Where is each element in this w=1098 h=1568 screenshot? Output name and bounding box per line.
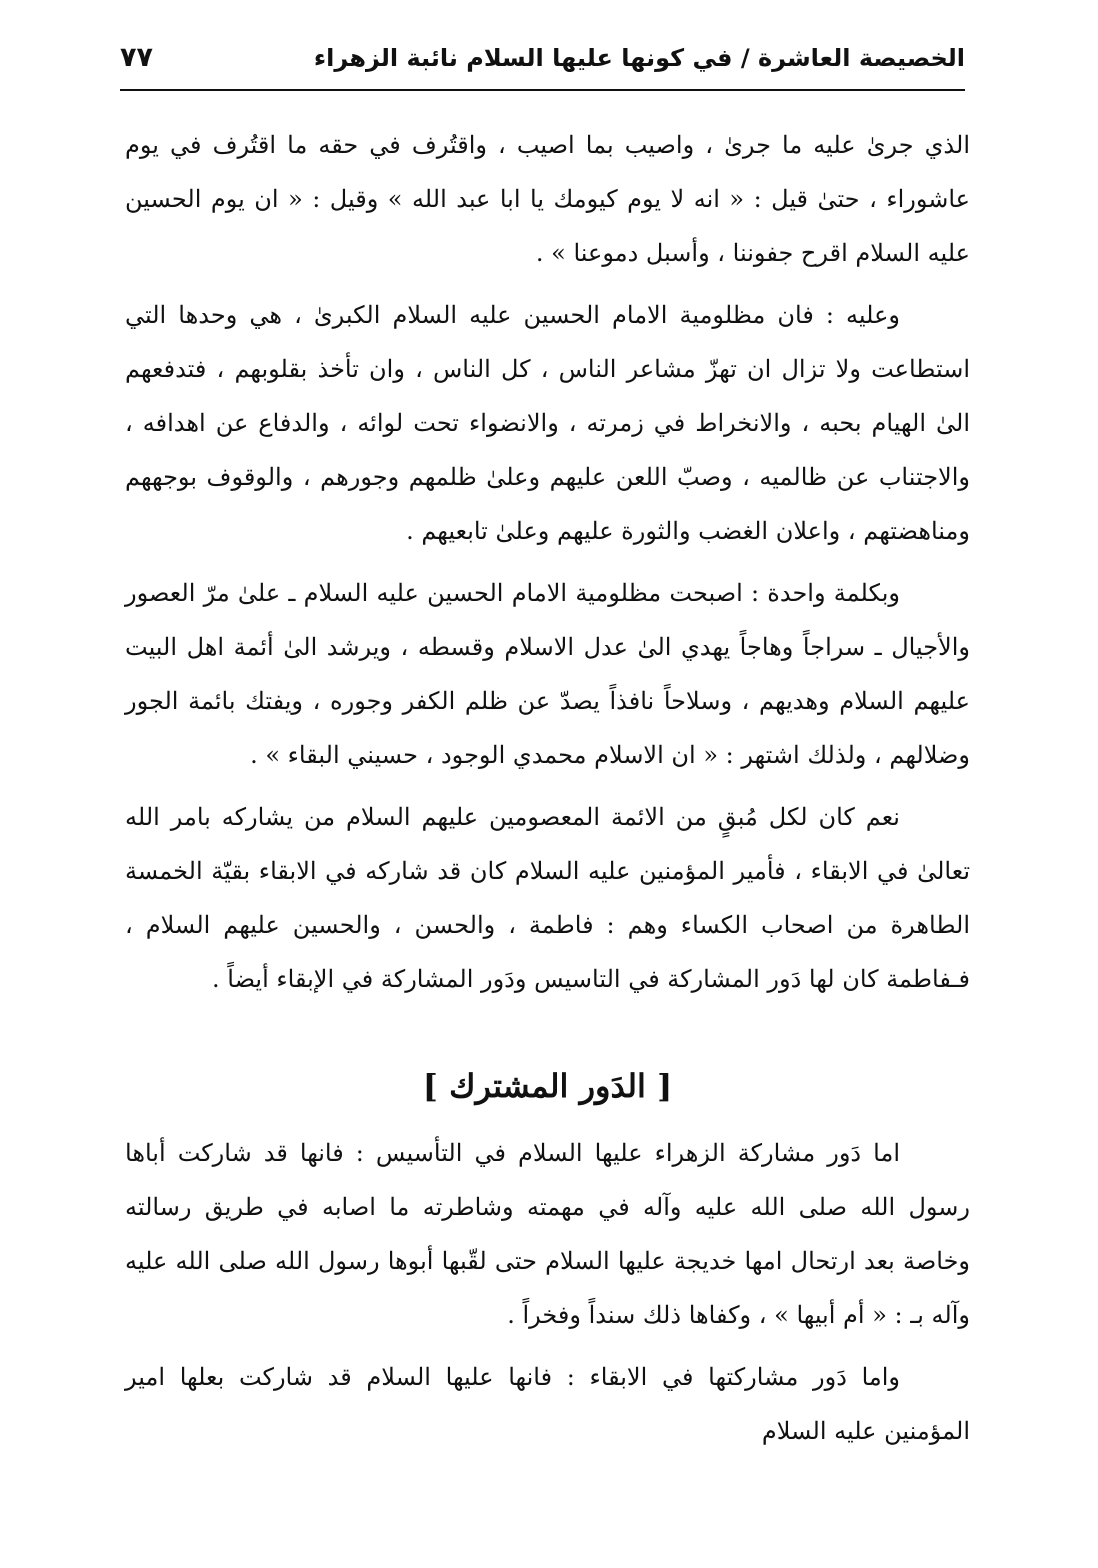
- running-header: [120, 40, 965, 88]
- paragraph: وعليه : فان مظلومية الامام الحسين عليه السلام الكبرىٰ ، هي وحدها التي استطاعت ولا تزال ان تهزّ مشاعر الناس ، كل الناس ، وان تأخذ بقلوبهم ، فتدفعهم الىٰ الهيام بحبه ، والانخراط في زمرته ، والانضواء تحت لوائه ، والدفاع عن اهدافه ، والاجتناب عن ظالميه ، وصبّ اللعن عليهم وعلىٰ ظلمهم وجورهم ، والوقوف بوجههم ومناهضتهم ، واعلان الغضب والثورة عليهم وعلىٰ تابعيهم .: [125, 301, 970, 545]
- header-divider: [120, 89, 965, 91]
- header-title: الخصيصة العاشرة / في كونها عليها السلام نائبة الزهراء: [313, 44, 965, 72]
- page-number: ٧٧: [120, 42, 153, 73]
- paragraph: اما دَور مشاركة الزهراء عليها السلام في التأسيس : فانها قد شاركت أباها رسول الله صلى الله عليه وآله في مهمته وشاطرته ما اصابه في طريق رسالته وخاصة بعد ارتحال امها خديجة عليها السلام حتى لقّبها أبوها رسول الله صلى الله عليه وآله بـ : « أم أبيها » ، وكفاها ذلك سنداً وفخراً .: [125, 1139, 970, 1329]
- paragraph: وبكلمة واحدة : اصبحت مظلومية الامام الحسين عليه السلام ـ علىٰ مرّ العصور والأجيال ـ سراجاً وهاجاً يهدي الىٰ عدل الاسلام وقسطه ، ويرشد الىٰ أئمة اهل البيت عليهم السلام وهديهم ، وسلاحاً نافذاً يصدّ عن ظلم الكفر وجوره ، ويفتك بائمة الجور وضلالهم ، ولذلك اشتهر : « ان الاسلام محمدي الوجود ، حسيني البقاء » .: [125, 579, 970, 769]
- paragraph: نعم كان لكل مُبقٍ من الائمة المعصومين عليهم السلام من يشاركه بامر الله تعالىٰ في الابقاء ، فأمير المؤمنين عليه السلام كان قد شاركه في الابقاء بقيّة الخمسة الطاهرة من اصحاب الكساء وهم : فاطمة ، والحسن ، والحسين عليهم السلام ، فـفاطمة كان لها دَور المشاركة في التاسيس ودَور المشاركة في الإبقاء أيضاً .: [125, 803, 970, 993]
- paragraph: واما دَور مشاركتها في الابقاء : فانها عليها السلام قد شاركت بعلها امير المؤمنين عليه السلام: [125, 1363, 970, 1445]
- section-heading: [ الدَور المشترك ]: [422, 1067, 673, 1105]
- page-body: [125, 118, 970, 1466]
- paragraph: الذي جرىٰ عليه ما جرىٰ ، واصيب بما اصيب ، واقتُرف في حقه ما اقتُرف في يوم عاشوراء ، حتىٰ قيل : « انه لا يوم كيومك يا ابا عبد الله » وقيل : « ان يوم الحسين عليه السلام اقرح جفوننا ، وأسبل دموعنا » .: [125, 131, 970, 267]
